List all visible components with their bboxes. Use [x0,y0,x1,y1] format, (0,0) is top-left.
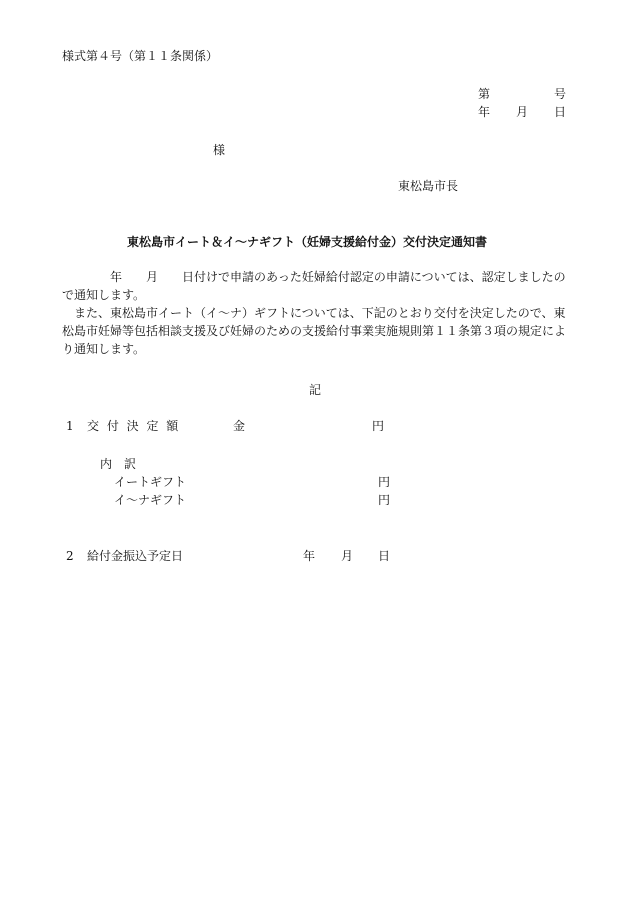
breakdown-label: 内 訳 [100,457,137,471]
breakdown-row-ina-gift: イ〜ナギフト [114,493,187,507]
header-date-day: 日 [554,105,567,119]
item-2-year: 年 [303,549,316,563]
item-1-number: 1 [66,419,74,433]
item-1-label: 交 付 決 定 額 [87,419,181,433]
reference-go: 号 [554,87,567,101]
body-blank-year: 年 [110,270,123,284]
issuer-name: 東松島市長 [398,179,459,193]
item-1-kin: 金 [233,419,246,433]
addressee-sama: 様 [213,143,226,157]
body-paragraph-1-text: 日付けで申請のあった妊婦給付認定の申請については、認定しましたので通知します。 [62,270,566,302]
breakdown-row-ina-gift-yen: 円 [378,493,391,507]
item-2-number: 2 [66,549,74,563]
body-paragraph-1 [62,268,574,304]
body-paragraph-2 [62,304,574,358]
header-date-year: 年 [478,105,491,119]
document-title: 東松島市イート＆イ〜ナギフト（妊婦支援給付金）交付決定通知書 [127,235,488,249]
ki-heading: 記 [309,383,322,397]
breakdown-row-eat-gift-yen: 円 [378,475,391,489]
reference-dai: 第 [478,87,491,101]
body-text [62,268,574,358]
item-1-yen: 円 [372,419,385,433]
body-paragraph-2-text: また、東松島市イート（イ〜ナ）ギフトについては、下記のとおり交付を決定したので、東松島市妊婦等包括相談支援及び妊婦のための支援給付事業実施規則第１１条第３項の規定により通知します。 [62,306,567,356]
item-2-month: 月 [341,549,354,563]
item-2-day: 日 [378,549,391,563]
body-blank-month: 月 [146,270,159,284]
form-number: 様式第４号（第１１条関係） [62,49,219,63]
breakdown-row-eat-gift: イートギフト [114,475,187,489]
header-date-month: 月 [516,105,529,119]
item-2-label: 給付金振込予定日 [87,549,184,563]
